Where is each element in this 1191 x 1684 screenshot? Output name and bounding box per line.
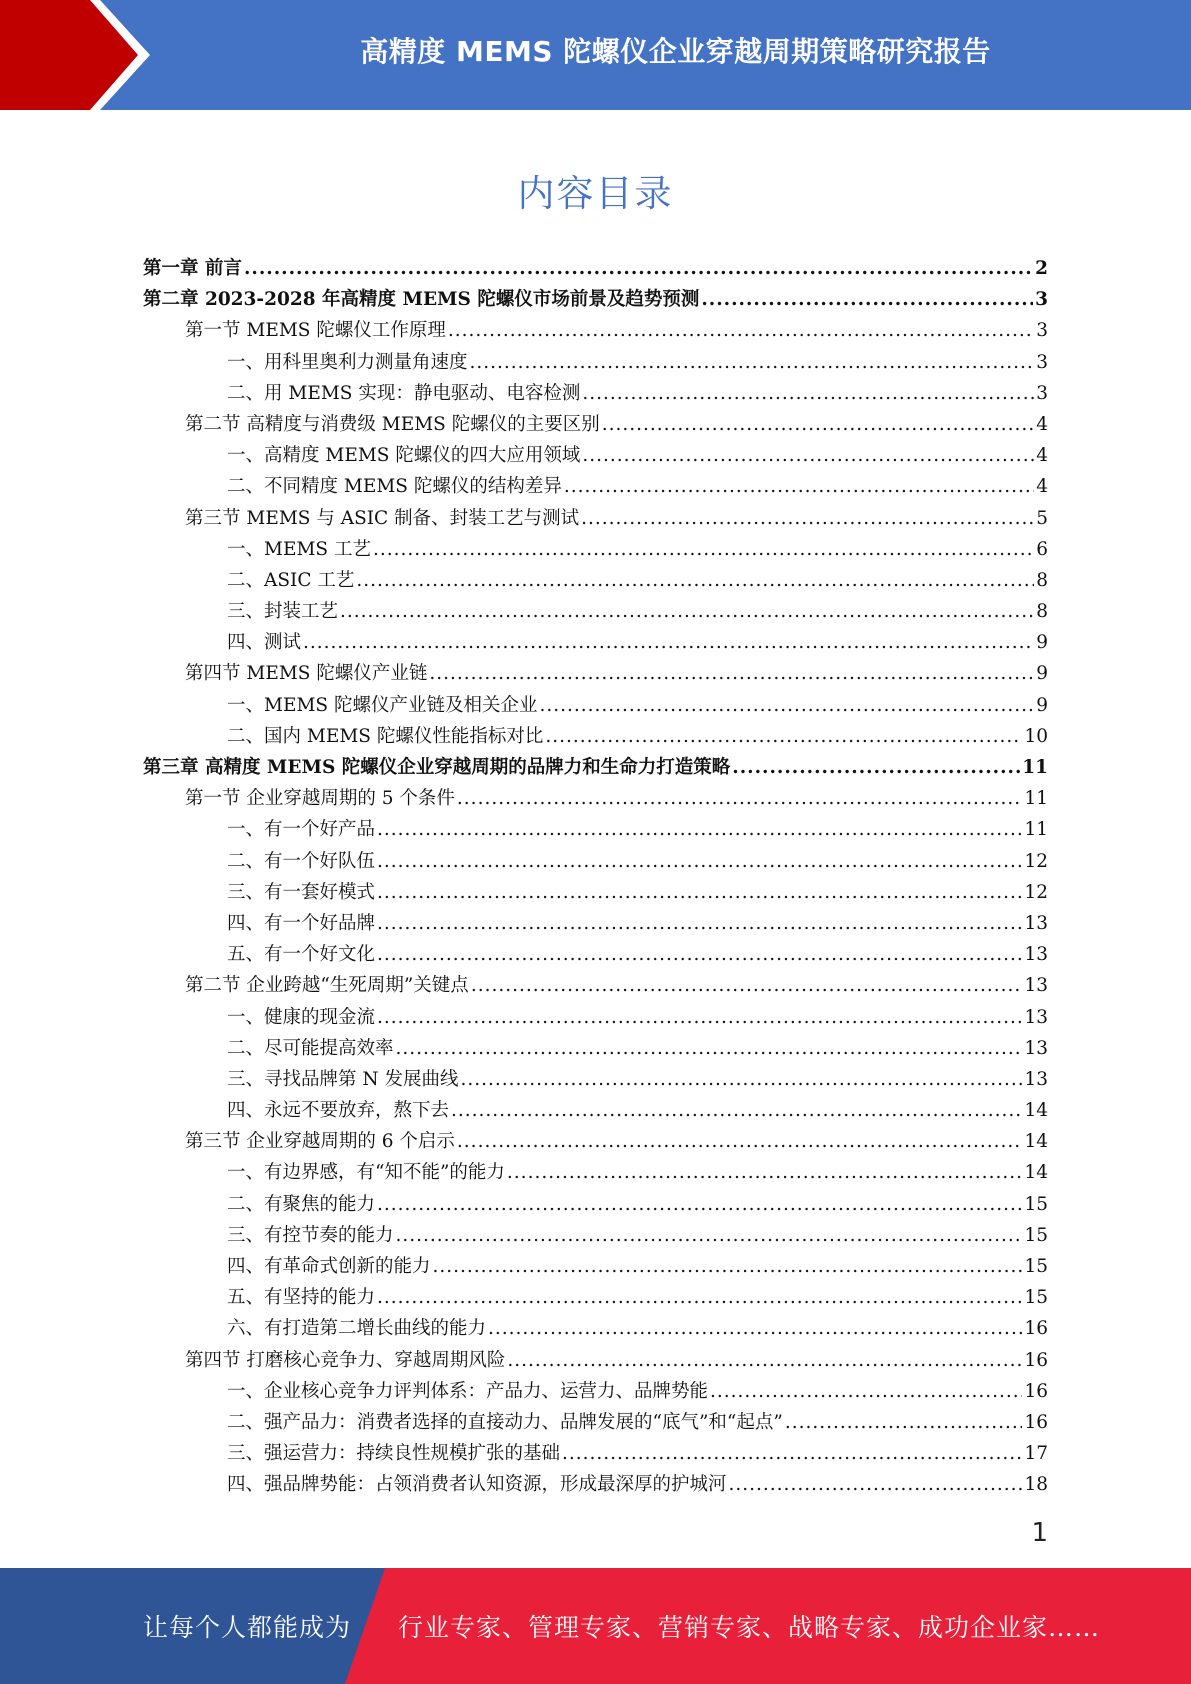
toc-entry[interactable] [143, 1313, 1048, 1344]
toc-dot-leader [602, 409, 1035, 440]
toc-entry-page: 5 [1036, 507, 1048, 529]
toc-entry[interactable] [143, 1220, 1048, 1251]
toc-entry-title: 一、有边界感，有“知不能”的能力 [227, 1162, 505, 1184]
toc-dot-leader [460, 1064, 1022, 1095]
toc-entry-title: 三、有控节奏的能力 [227, 1224, 394, 1246]
toc-entry-page: 9 [1036, 663, 1048, 685]
toc-dot-leader [488, 1313, 1022, 1344]
toc-entry-page: 9 [1036, 694, 1048, 716]
toc-entry[interactable] [143, 315, 1048, 346]
toc-entry-title: 二、用 MEMS 实现：静电驱动、电容检测 [227, 382, 581, 404]
toc-entry-title: 三、有一套好模式 [227, 881, 376, 903]
toc-dot-leader [377, 1002, 1022, 1033]
toc-entry[interactable] [143, 1157, 1048, 1188]
toc-entry[interactable] [143, 1095, 1048, 1126]
toc-entry-title: 四、有一个好品牌 [227, 912, 376, 934]
toc-entry-title: 第一节 企业穿越周期的 5 个条件 [185, 788, 455, 810]
toc-entry-title: 二、有一个好队伍 [227, 850, 376, 872]
toc-dot-leader [377, 1189, 1022, 1220]
toc-entry[interactable] [143, 939, 1048, 970]
toc-dot-leader [470, 347, 1035, 378]
toc-dot-leader [710, 1376, 1022, 1407]
toc-entry-title: 六、有打造第二增长曲线的能力 [227, 1318, 487, 1340]
toc-entry-title: 第三章 高精度 MEMS 陀螺仪企业穿越周期的品牌力和生命力打造策略 [143, 757, 731, 778]
toc-entry-page: 13 [1024, 1037, 1048, 1059]
toc-entry-page: 18 [1024, 1474, 1048, 1496]
toc-entry[interactable] [143, 1064, 1048, 1095]
toc-entry-title: 五、有一个好文化 [227, 944, 376, 966]
toc-entry-title: 一、有一个好产品 [227, 819, 376, 841]
toc-dot-leader [457, 1126, 1023, 1157]
toc-entry-title: 第二节 高精度与消费级 MEMS 陀螺仪的主要区别 [185, 413, 600, 435]
toc-entry[interactable] [143, 783, 1048, 814]
toc-entry[interactable] [143, 1345, 1048, 1376]
toc-entry[interactable] [143, 503, 1048, 534]
toc-dot-leader [564, 471, 1034, 502]
toc-entry-title: 第二节 企业跨越“生死周期”关键点 [185, 975, 469, 997]
toc-entry-page: 4 [1036, 445, 1048, 467]
footer-slogan-right: 行业专家、管理专家、营销专家、战略专家、成功企业家…… [398, 1613, 1101, 1642]
toc-dot-leader [457, 783, 1023, 814]
toc-entry-title: 三、封装工艺 [227, 601, 339, 623]
page-number: 1 [1031, 1518, 1048, 1548]
toc-entry-page: 13 [1024, 1068, 1048, 1090]
toc-entry-title: 一、MEMS 陀螺仪产业链及相关企业 [227, 694, 538, 716]
toc-dot-leader [377, 939, 1022, 970]
toc-dot-leader [507, 1345, 1022, 1376]
toc-entry-page: 3 [1036, 351, 1048, 373]
toc-entry-title: 第一节 MEMS 陀螺仪工作原理 [185, 320, 446, 342]
toc-entry-title: 第三节 企业穿越周期的 6 个启示 [185, 1131, 455, 1153]
toc-entry[interactable] [143, 440, 1048, 471]
toc-entry-page: 8 [1036, 601, 1048, 623]
toc-entry[interactable] [143, 471, 1048, 502]
toc-dot-leader [377, 846, 1022, 877]
toc-entry[interactable] [143, 534, 1048, 565]
toc-entry-page: 15 [1024, 1287, 1048, 1309]
toc-dot-leader [732, 752, 1020, 783]
toc-entry-page: 11 [1022, 757, 1048, 778]
toc-entry-page: 12 [1024, 881, 1048, 903]
toc-dot-leader [396, 1220, 1023, 1251]
table-of-contents [143, 253, 1048, 1501]
toc-dot-leader [356, 565, 1034, 596]
toc-dot-leader [582, 440, 1034, 471]
toc-entry-page: 8 [1036, 569, 1048, 591]
toc-entry-page: 3 [1035, 289, 1048, 311]
toc-entry-title: 第四节 打磨核心竞争力、穿越周期风险 [185, 1349, 506, 1371]
toc-dot-leader [562, 1438, 1022, 1469]
toc-entry[interactable] [143, 596, 1048, 627]
toc-entry[interactable] [143, 1469, 1048, 1500]
toc-dot-leader [429, 658, 1034, 689]
toc-entry[interactable] [143, 284, 1048, 315]
toc-entry-title: 一、MEMS 工艺 [227, 538, 371, 560]
toc-entry-title: 四、永远不要放弃，熬下去 [227, 1100, 450, 1122]
toc-dot-leader [377, 908, 1022, 939]
toc-dot-leader [785, 1407, 1023, 1438]
toc-entry-page: 16 [1024, 1318, 1048, 1340]
toc-entry-page: 14 [1024, 1162, 1048, 1184]
toc-dot-leader [582, 378, 1034, 409]
toc-entry-title: 四、有革命式创新的能力 [227, 1256, 431, 1277]
toc-entry[interactable] [143, 1033, 1048, 1064]
toc-entry[interactable] [143, 721, 1048, 752]
toc-entry-page: 10 [1024, 725, 1048, 747]
toc-entry-title: 一、用科里奥利力测量角速度 [227, 351, 468, 373]
toc-dot-leader [303, 627, 1034, 658]
toc-entry[interactable] [143, 814, 1048, 845]
toc-entry-page: 4 [1036, 476, 1048, 498]
toc-entry[interactable] [143, 877, 1048, 908]
toc-entry-title: 二、有聚焦的能力 [227, 1193, 376, 1215]
toc-entry[interactable] [143, 1376, 1048, 1407]
toc-entry[interactable] [143, 253, 1048, 284]
toc-dot-leader [373, 534, 1034, 565]
toc-entry-title: 二、强产品力：消费者选择的直接动力、品牌发展的“底气”和“起点” [227, 1411, 783, 1433]
toc-entry-page: 12 [1024, 850, 1048, 872]
toc-entry-title: 四、测试 [227, 632, 302, 654]
toc-entry[interactable] [143, 347, 1048, 378]
toc-entry[interactable] [143, 690, 1048, 721]
toc-entry-page: 11 [1024, 819, 1048, 841]
toc-entry[interactable] [143, 1002, 1048, 1033]
toc-entry-page: 3 [1036, 382, 1048, 404]
toc-entry-page: 16 [1024, 1349, 1048, 1371]
toc-entry[interactable] [143, 908, 1048, 939]
footer-banner [0, 1568, 1191, 1684]
report-title: 高精度 MEMS 陀螺仪企业穿越周期策略研究报告 [360, 35, 991, 68]
toc-dot-leader [539, 690, 1034, 721]
toc-entry-page: 16 [1024, 1380, 1048, 1402]
toc-entry-title: 二、国内 MEMS 陀螺仪性能指标对比 [227, 725, 544, 747]
toc-dot-leader [396, 1033, 1023, 1064]
toc-entry-title: 二、不同精度 MEMS 陀螺仪的结构差异 [227, 476, 562, 498]
toc-entry[interactable] [143, 378, 1048, 409]
toc-entry-title: 三、寻找品牌第 N 发展曲线 [227, 1068, 459, 1090]
toc-entry-title: 第二章 2023-2028 年高精度 MEMS 陀螺仪市场前景及趋势预测 [143, 289, 700, 311]
toc-entry-page: 15 [1024, 1193, 1048, 1215]
toc-dot-leader [451, 1095, 1022, 1126]
header-banner [0, 0, 1191, 110]
toc-dot-leader [701, 284, 1033, 315]
footer-slogan-left: 让每个人都能成为 [143, 1613, 352, 1642]
toc-entry-title: 二、尽可能提高效率 [227, 1037, 394, 1059]
toc-entry-title: 第四节 MEMS 陀螺仪产业链 [185, 663, 428, 685]
toc-dot-leader [471, 970, 1023, 1001]
toc-entry-page: 3 [1036, 320, 1048, 342]
toc-entry[interactable] [143, 846, 1048, 877]
toc-entry-page: 13 [1024, 944, 1048, 966]
toc-dot-leader [244, 253, 1033, 284]
toc-entry[interactable] [143, 658, 1048, 689]
toc-dot-leader [448, 315, 1034, 346]
toc-entry[interactable] [143, 1438, 1048, 1469]
toc-entry-page: 14 [1024, 1100, 1048, 1122]
toc-entry[interactable] [143, 627, 1048, 658]
toc-heading: 内容目录 [517, 172, 674, 215]
toc-entry-page: 16 [1024, 1411, 1048, 1433]
toc-entry-title: 二、ASIC 工艺 [227, 569, 355, 591]
toc-entry-page: 2 [1035, 258, 1048, 279]
toc-entry-title: 第三节 MEMS 与 ASIC 制备、封装工艺与测试 [185, 507, 580, 529]
toc-dot-leader [340, 596, 1034, 627]
toc-entry[interactable] [143, 1282, 1048, 1313]
toc-dot-leader [433, 1251, 1023, 1282]
toc-entry-title: 一、企业核心竞争力评判体系：产品力、运营力、品牌势能 [227, 1380, 709, 1402]
toc-dot-leader [507, 1157, 1023, 1188]
toc-entry[interactable] [143, 970, 1048, 1001]
toc-entry-page: 14 [1024, 1131, 1048, 1153]
toc-entry-title: 一、高精度 MEMS 陀螺仪的四大应用领域 [227, 445, 581, 467]
toc-entry[interactable] [143, 565, 1048, 596]
toc-entry-page: 13 [1024, 912, 1048, 934]
toc-dot-leader [545, 721, 1022, 752]
toc-dot-leader [377, 1282, 1022, 1313]
toc-dot-leader [729, 1469, 1023, 1500]
toc-entry-page: 17 [1024, 1443, 1048, 1465]
toc-entry[interactable] [143, 752, 1048, 783]
toc-entry-page: 4 [1036, 413, 1048, 435]
toc-entry-title: 一、健康的现金流 [227, 1006, 376, 1028]
toc-entry[interactable] [143, 1251, 1048, 1282]
toc-entry-page: 15 [1024, 1256, 1048, 1277]
toc-entry-title: 四、强品牌势能：占领消费者认知资源，形成最深厚的护城河 [227, 1474, 727, 1496]
toc-dot-leader [581, 503, 1034, 534]
toc-entry[interactable] [143, 1407, 1048, 1438]
toc-entry-page: 15 [1024, 1224, 1048, 1246]
toc-entry-title: 五、有坚持的能力 [227, 1287, 376, 1309]
toc-entry[interactable] [143, 1189, 1048, 1220]
toc-entry-page: 13 [1024, 1006, 1048, 1028]
toc-entry-page: 6 [1036, 538, 1048, 560]
toc-entry-page: 9 [1036, 632, 1048, 654]
toc-entry-page: 11 [1024, 788, 1048, 810]
toc-entry-title: 第一章 前言 [143, 258, 242, 279]
toc-entry[interactable] [143, 409, 1048, 440]
toc-entry-page: 13 [1024, 975, 1048, 997]
toc-dot-leader [377, 877, 1022, 908]
toc-entry[interactable] [143, 1126, 1048, 1157]
toc-dot-leader [377, 814, 1022, 845]
toc-entry-title: 三、强运营力：持续良性规模扩张的基础 [227, 1443, 561, 1465]
